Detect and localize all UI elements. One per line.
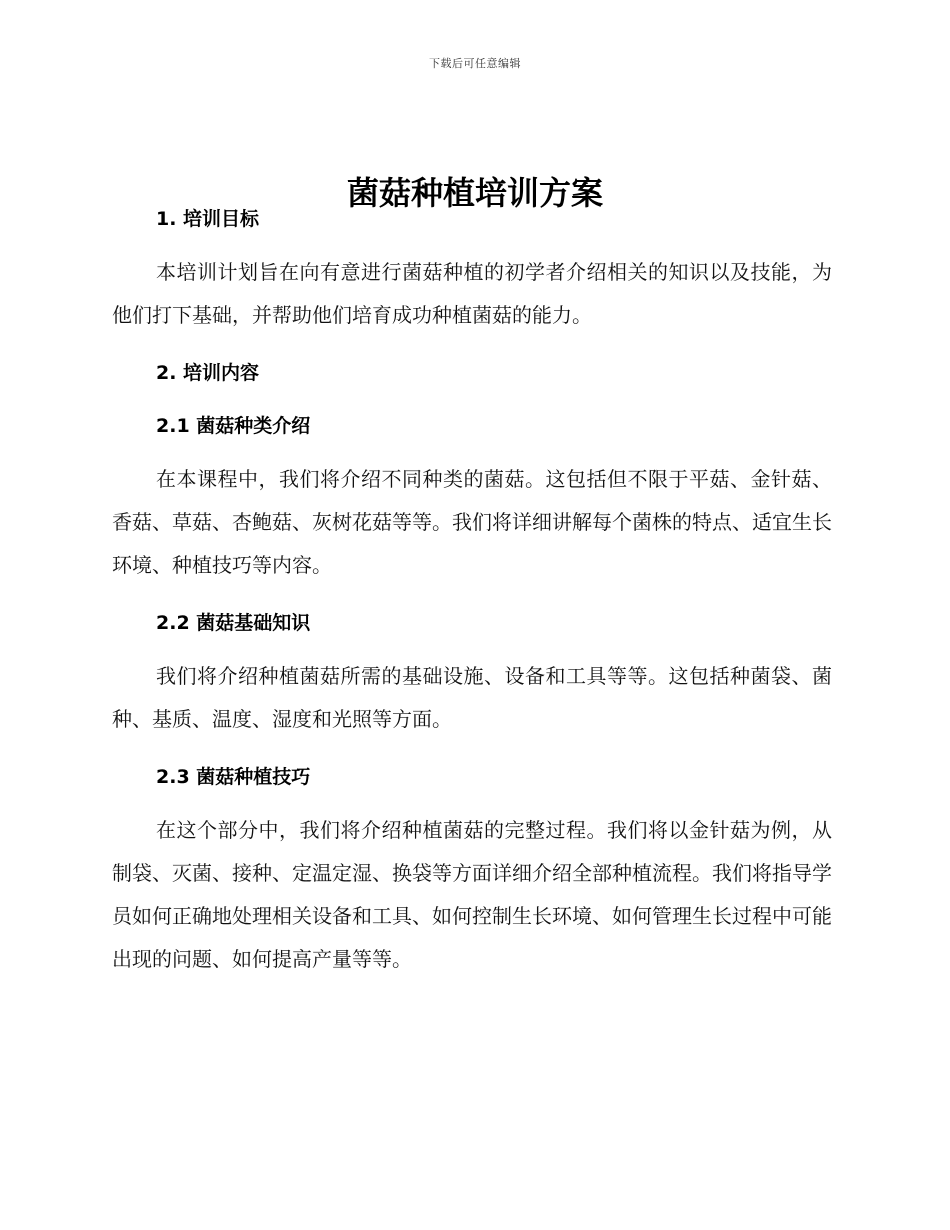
section-paragraph-mushroom-types: 在本课程中，我们将介绍不同种类的菌菇。这包括但不限于平菇、金针菇、香菇、草菇、杏鲍菇、灰树花菇等等。我们将详细讲解每个菌株的特点、适宜生长环境、种植技巧等内容。 [112,467,832,577]
section-heading-planting-techniques: 2.3 菌菇种植技巧 [156,766,311,788]
section-paragraph-planting-techniques: 在这个部分中，我们将介绍种植菌菇的完整过程。我们将以金针菇为例，从制袋、灭菌、接种、定温定湿、换袋等方面详细介绍全部种植流程。我们将指导学员如何正确地处理相关设备和工具、如何控制生长环境、如何管理生长过程中可能出现的问题、如何提高产量等等。 [112,818,832,971]
section-heading-basic-knowledge: 2.2 菌菇基础知识 [156,612,311,634]
document-title: 菌菇种植培训方案 [346,174,603,213]
section-paragraph-basic-knowledge: 我们将介绍种植菌菇所需的基础设施、设备和工具等等。这包括种菌袋、菌种、基质、温度、湿度和光照等方面。 [112,664,832,731]
section-paragraph-training-goals: 本培训计划旨在向有意进行菌菇种植的初学者介绍相关的知识以及技能，为他们打下基础，并帮助他们培育成功种植菌菇的能力。 [112,260,832,327]
section-heading-training-content: 2. 培训内容 [156,362,260,384]
section-heading-mushroom-types: 2.1 菌菇种类介绍 [156,415,311,437]
document-body [112,202,832,981]
section-heading-training-goals: 1. 培训目标 [156,208,260,230]
page-header-note: 下载后可任意编辑 [429,57,521,70]
